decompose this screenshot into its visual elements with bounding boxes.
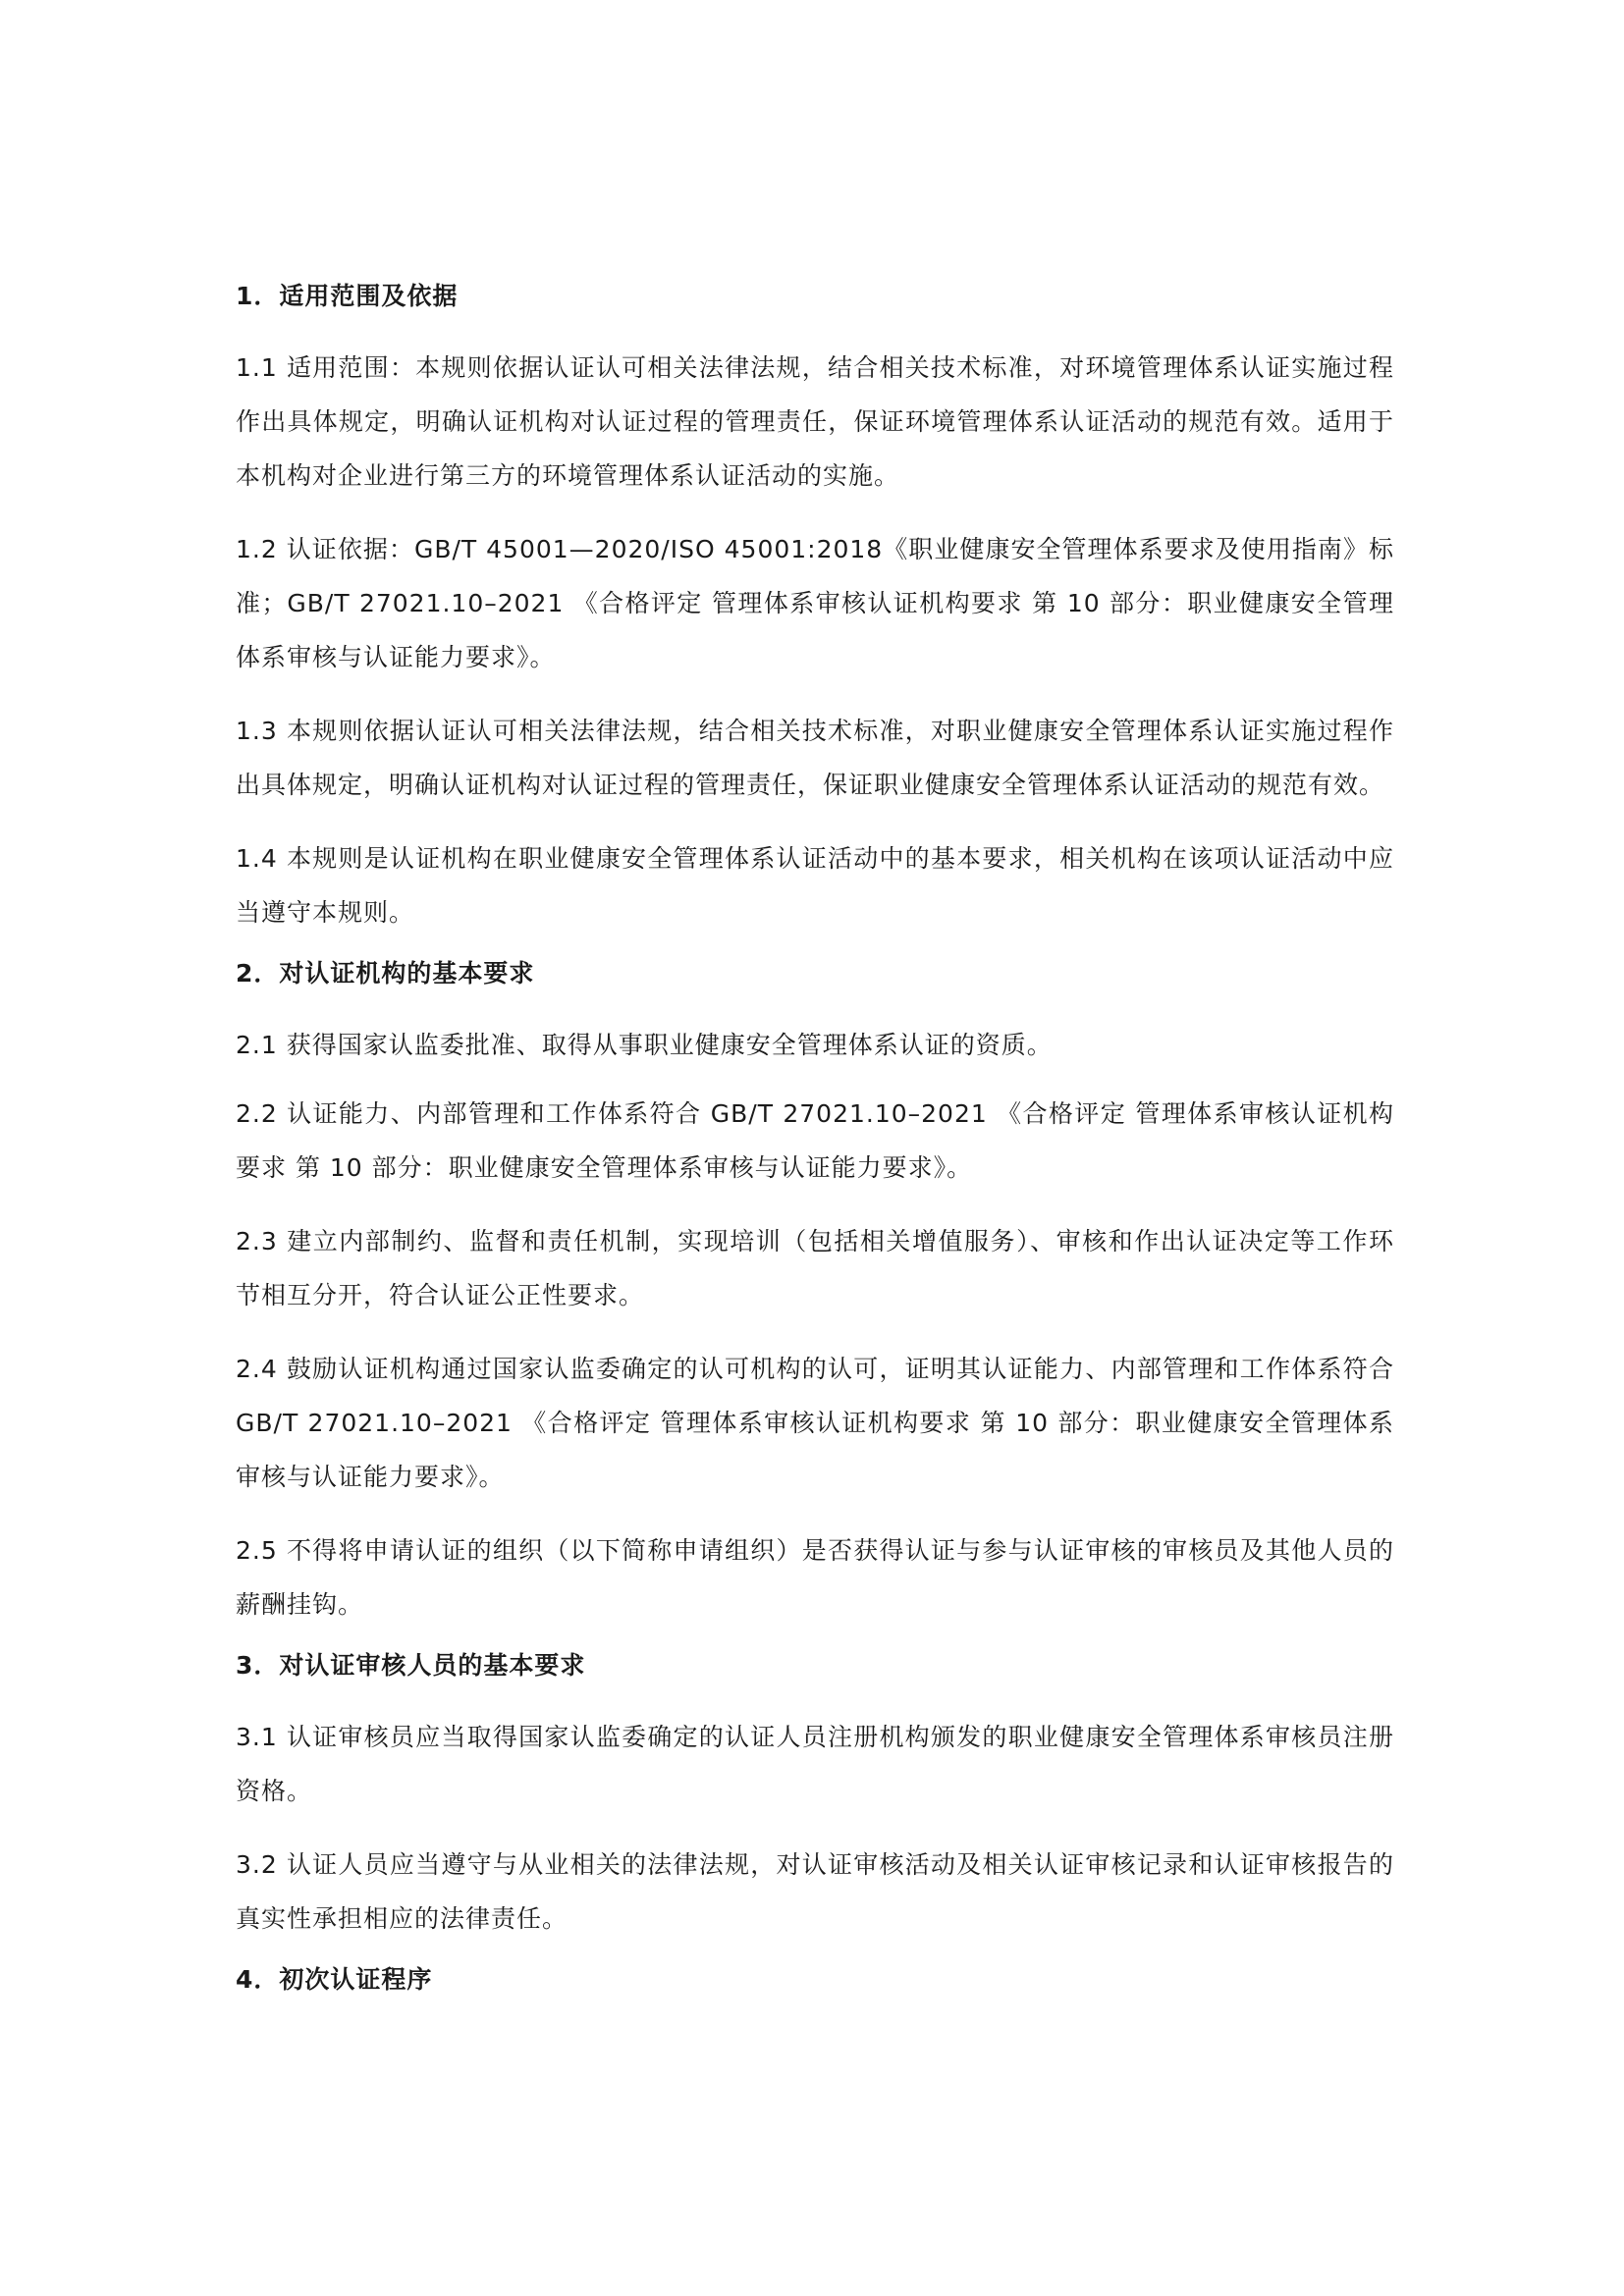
paragraph-3-2: 3.2 认证人员应当遵守与从业相关的法律法规，对认证审核活动及相关认证审核记录和认证审核报告的真实性承担相应的法律责任。 [236,1850,1394,1933]
section-heading: 2．对认证机构的基本要求 [236,959,535,988]
section-4 [236,1960,1394,2000]
section-2 [236,954,1394,1631]
section-1 [236,277,1394,939]
paragraph-2-5: 2.5 不得将申请认证的组织（以下简称申请组织）是否获得认证与参与认证审核的审核员及其他人员的薪酬挂钩。 [236,1536,1394,1619]
section-heading: 1．适用范围及依据 [236,282,459,310]
paragraph-2-1: 2.1 获得国家认监委批准、取得从事职业健康安全管理体系认证的资质。 [236,1031,1053,1059]
paragraph-2-3: 2.3 建立内部制约、监督和责任机制，实现培训（包括相关增值服务）、审核和作出认证决定等工作环节相互分开，符合认证公正性要求。 [236,1227,1394,1309]
document-body [236,277,1394,2024]
section-heading: 3．对认证审核人员的基本要求 [236,1651,586,1680]
paragraph-1-1: 1.1 适用范围：本规则依据认证认可相关法律法规，结合相关技术标准，对环境管理体系认证实施过程作出具体规定，明确认证机构对认证过程的管理责任，保证环境管理体系认证活动的规范有效。适用于本机构对企业进行第三方的环境管理体系认证活动的实施。 [236,353,1394,490]
paragraph-2-4: 2.4 鼓励认证机构通过国家认监委确定的认可机构的认可，证明其认证能力、内部管理和工作体系符合 GB/T 27021.10–2021 《合格评定 管理体系审核认证机构要求 第 10 部分：职业健康安全管理体系审核与认证能力要求》。 [236,1355,1394,1491]
paragraph-2-2: 2.2 认证能力、内部管理和工作体系符合 GB/T 27021.10–2021 《合格评定 管理体系审核认证机构要求 第 10 部分：职业健康安全管理体系审核与认证能力要求》。 [236,1099,1394,1182]
paragraph-1-3: 1.3 本规则依据认证认可相关法律法规，结合相关技术标准，对职业健康安全管理体系认证实施过程作出具体规定，明确认证机构对认证过程的管理责任，保证职业健康安全管理体系认证活动的规范有效。 [236,717,1394,799]
paragraph-3-1: 3.1 认证审核员应当取得国家认监委确定的认证人员注册机构颁发的职业健康安全管理体系审核员注册资格。 [236,1723,1394,1805]
section-3 [236,1646,1394,1946]
paragraph-1-4: 1.4 本规则是认证机构在职业健康安全管理体系认证活动中的基本要求，相关机构在该项认证活动中应当遵守本规则。 [236,844,1394,927]
section-heading: 4．初次认证程序 [236,1965,433,1994]
paragraph-1-2: 1.2 认证依据：GB/T 45001—2020/ISO 45001:2018《职业健康安全管理体系要求及使用指南》标准；GB/T 27021.10–2021 《合格评定 管理体系审核认证机构要求 第 10 部分：职业健康安全管理体系审核与认证能力要求》。 [236,535,1394,671]
